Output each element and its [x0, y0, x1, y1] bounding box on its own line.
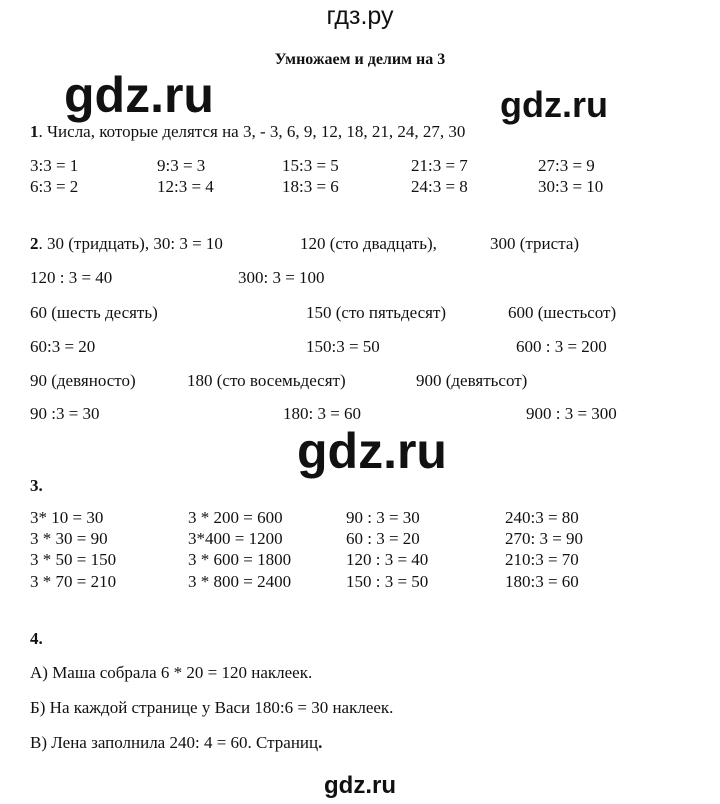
task4-item-c-text: В) Лена заполнила 240: 4 = 60. Страниц [30, 733, 319, 752]
task1-r2c3: 18:3 = 6 [282, 177, 339, 196]
task1-intro: . Числа, которые делятся на 3, - 3, 6, 9, 12, 18, 21, 24, 27, 30 [38, 122, 466, 141]
task2-line4-b: 150:3 = 50 [306, 337, 380, 356]
task3-r1c4: 240:3 = 80 [505, 508, 579, 527]
task3-r4c4: 180:3 = 60 [505, 572, 579, 591]
task1-r2c4: 24:3 = 8 [411, 177, 468, 196]
task2-number: 2 [30, 234, 39, 253]
task2-line6-a: 90 :3 = 30 [30, 404, 100, 423]
task2-line5-b: 180 (сто восемьдесят) [187, 371, 346, 390]
task2-line2-b: 300: 3 = 100 [238, 268, 325, 287]
task1-r1c3: 15:3 = 5 [282, 156, 339, 175]
task3-r3c1: 3 * 50 = 150 [30, 550, 117, 569]
task2-line4-c: 600 : 3 = 200 [516, 337, 607, 356]
task2-line1-a [30, 234, 223, 254]
watermark-large-left: gdz.ru [64, 67, 214, 123]
task3-r1c2: 3 * 200 = 600 [188, 508, 283, 527]
task2-line5-a: 90 (девяносто) [30, 371, 136, 390]
task3-r2c3: 60 : 3 = 20 [346, 529, 420, 548]
task2-line1-a-text: . 30 (тридцать), 30: 3 = 10 [38, 234, 223, 253]
task3-r3c3: 120 : 3 = 40 [346, 550, 429, 569]
task2-line1-b: 120 (сто двадцать), [300, 234, 437, 253]
task4-item-a: А) Маша собрала 6 * 20 = 120 наклеек. [30, 663, 313, 682]
task1-line [30, 122, 465, 142]
task1-number: 1 [30, 122, 39, 141]
task2-line6-b: 180: 3 = 60 [283, 404, 362, 423]
watermark-top: гдз.ру [326, 2, 394, 30]
task3-number: 3. [30, 476, 43, 495]
task2-line4-a: 60:3 = 20 [30, 337, 96, 356]
task1-r1c4: 21:3 = 7 [411, 156, 468, 175]
task2-line3-b: 150 (сто пятьдесят) [306, 303, 447, 322]
task2-line5-c: 900 (девятьсот) [416, 371, 528, 390]
task2-line3-c: 600 (шестьсот) [508, 303, 617, 322]
task3-r2c4: 270: 3 = 90 [505, 529, 584, 548]
task1-r2c5: 30:3 = 10 [538, 177, 604, 196]
task2-line6-c: 900 : 3 = 300 [526, 404, 617, 423]
task3-r4c2: 3 * 800 = 2400 [188, 572, 292, 591]
task4-item-c [30, 733, 322, 753]
task1-r1c1: 3:3 = 1 [30, 156, 79, 175]
task3-r3c2: 3 * 600 = 1800 [188, 550, 292, 569]
task2-line1-c: 300 (триста) [490, 234, 580, 253]
task1-r2c1: 6:3 = 2 [30, 177, 79, 196]
task4-item-c-period: . [318, 733, 323, 752]
task3-r1c3: 90 : 3 = 30 [346, 508, 420, 527]
task3-r4c1: 3 * 70 = 210 [30, 572, 117, 591]
task2-line2-a: 120 : 3 = 40 [30, 268, 113, 287]
task3-r1c1: 3* 10 = 30 [30, 508, 104, 527]
task4-number: 4. [30, 629, 43, 648]
task1-r1c2: 9:3 = 3 [157, 156, 206, 175]
task3-r3c4: 210:3 = 70 [505, 550, 579, 569]
watermark-bottom: gdz.ru [324, 772, 396, 799]
watermark-middle: gdz.ru [297, 423, 447, 479]
task3-r2c1: 3 * 30 = 90 [30, 529, 108, 548]
watermark-right: gdz.ru [500, 84, 608, 125]
task1-r1c5: 27:3 = 9 [538, 156, 595, 175]
task3-r4c3: 150 : 3 = 50 [346, 572, 429, 591]
task3-r2c2: 3*400 = 1200 [188, 529, 283, 548]
page-title: Умножаем и делим на 3 [274, 51, 446, 68]
task4-item-b: Б) На каждой странице у Васи 180:6 = 30 наклеек. [30, 698, 394, 717]
task2-line3-a: 60 (шесть десять) [30, 303, 158, 322]
task1-r2c2: 12:3 = 4 [157, 177, 214, 196]
